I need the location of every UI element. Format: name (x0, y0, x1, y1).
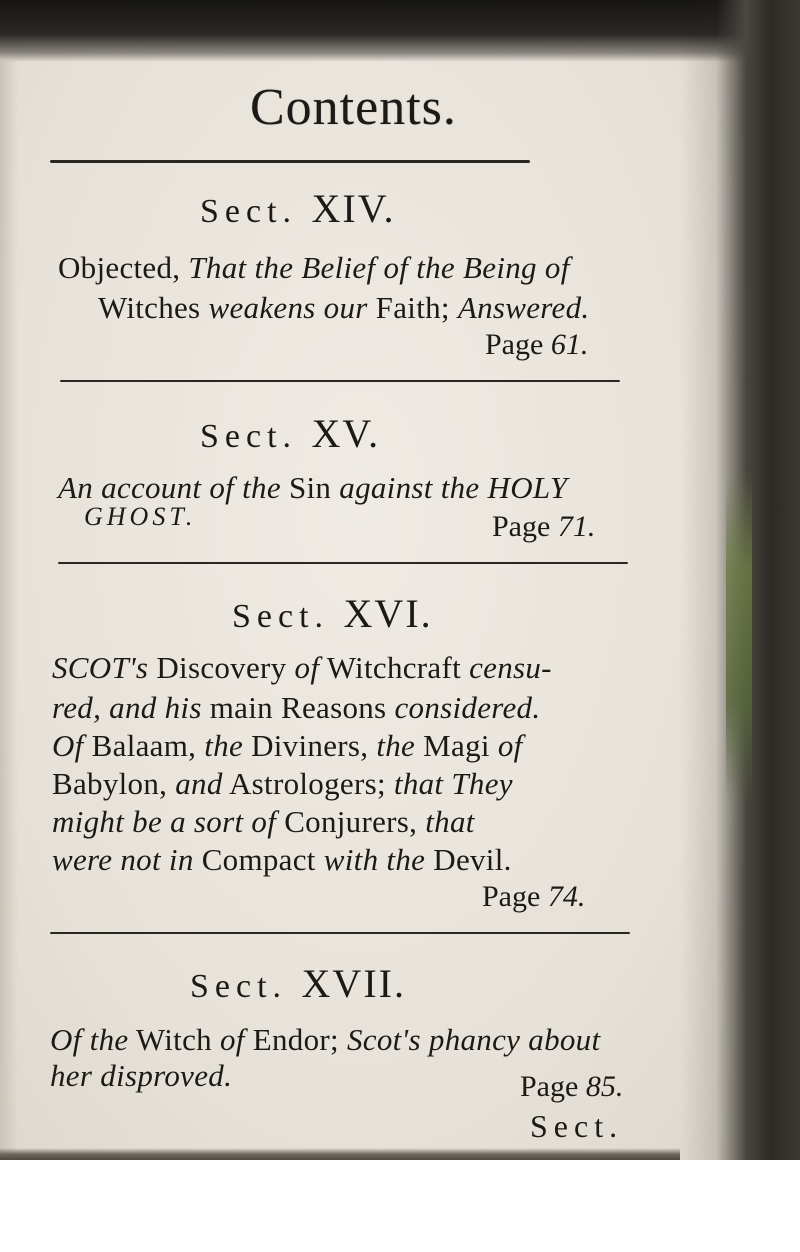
line-text: Discovery (148, 650, 295, 685)
line-text-italic: censu- (469, 650, 552, 685)
page-number: 61. (550, 328, 589, 361)
line-text-italic: were not in (52, 842, 194, 877)
section-label: Sect. (200, 418, 298, 455)
line-text: Witch (128, 1022, 220, 1057)
line-text-italic: That the Belief of the Being of (188, 250, 570, 285)
line-text-italic: Answered. (457, 290, 590, 325)
line-text: Balaam, (83, 728, 205, 763)
section-heading (190, 960, 406, 1007)
page-number: 85. (585, 1070, 624, 1103)
section-number: XV. (311, 411, 381, 456)
line-text: Conjurers, (276, 804, 426, 839)
page-number: 71. (557, 510, 596, 543)
line-text-italic: SCOT's (52, 650, 149, 685)
section-line (58, 470, 567, 506)
section-label: Sect. (190, 968, 288, 1005)
section-line (52, 804, 475, 840)
line-text: Endor; (244, 1022, 347, 1057)
line-text-italic: of (219, 1022, 245, 1057)
line-text: main Reasons (201, 690, 395, 725)
section-label: Sect. (200, 193, 298, 230)
line-text-italic: Of the (50, 1022, 129, 1057)
section-line (50, 1022, 600, 1058)
line-text-italic: Of (52, 728, 84, 763)
line-text-italic: that (425, 804, 475, 839)
section-line (84, 502, 196, 532)
page-number: 74. (547, 880, 586, 913)
line-text: Witchcraft (319, 650, 470, 685)
section-number: XVII. (301, 961, 406, 1006)
section-heading (200, 185, 395, 232)
section-number: XIV. (311, 186, 396, 231)
line-text-italic: and (175, 766, 223, 801)
line-text-italic: of (294, 650, 320, 685)
line-text-italic: the (204, 728, 244, 763)
line-text-italic: of (497, 728, 523, 763)
section-line (52, 690, 540, 726)
page-gutter (0, 60, 18, 1160)
page-label: Page (492, 510, 558, 543)
background-margin (0, 1160, 800, 1252)
page-label: Page (485, 328, 551, 361)
line-text: Babylon, (52, 766, 176, 801)
line-text-italic: against the HOLY (339, 470, 568, 505)
line-text-italic: Scot's phancy about (346, 1022, 601, 1057)
line-text: Astrologers; (222, 766, 394, 801)
page-reference (520, 1070, 623, 1104)
section-number: XVI. (343, 591, 433, 636)
line-text-italic: weakens our (208, 290, 368, 325)
binding-edge (726, 470, 752, 800)
section-line (52, 650, 552, 686)
line-text-italic: that They (393, 766, 513, 801)
page-reference (485, 328, 588, 362)
heading-rule (50, 160, 530, 163)
section-heading (232, 590, 433, 637)
line-text: Magi (415, 728, 498, 763)
page-title: Contents. (250, 79, 457, 136)
line-text: Witches (98, 290, 209, 325)
line-text-italic: might be a sort of (52, 804, 277, 839)
line-text-italic: her disproved. (50, 1058, 233, 1093)
section-line (50, 1058, 232, 1094)
section-rule (60, 380, 620, 382)
line-text: Sin (280, 470, 340, 505)
line-text-italic: GHOST. (84, 502, 197, 531)
line-text: Devil. (425, 842, 512, 877)
line-text-italic: An account of the (58, 470, 281, 505)
section-line (98, 290, 589, 326)
line-text-italic: the (376, 728, 416, 763)
section-line (52, 766, 513, 802)
line-text-italic: red, and his (52, 690, 202, 725)
section-rule (50, 932, 630, 934)
line-text: Diviners, (243, 728, 377, 763)
line-text-italic: considered. (394, 690, 541, 725)
line-text: Objected, (58, 250, 189, 285)
catchword: Sect. (530, 1108, 624, 1144)
section-line (52, 842, 512, 878)
section-line (58, 250, 570, 286)
line-text: Compact (193, 842, 324, 877)
page-reference (482, 880, 585, 914)
line-text: Faith; (367, 290, 458, 325)
section-heading (200, 410, 380, 457)
section-rule (58, 562, 628, 564)
page-label: Page (520, 1070, 586, 1103)
page-label: Page (482, 880, 548, 913)
section-label: Sect. (232, 598, 330, 635)
line-text-italic: with the (323, 842, 426, 877)
page-reference (492, 510, 595, 544)
section-line (52, 728, 523, 764)
